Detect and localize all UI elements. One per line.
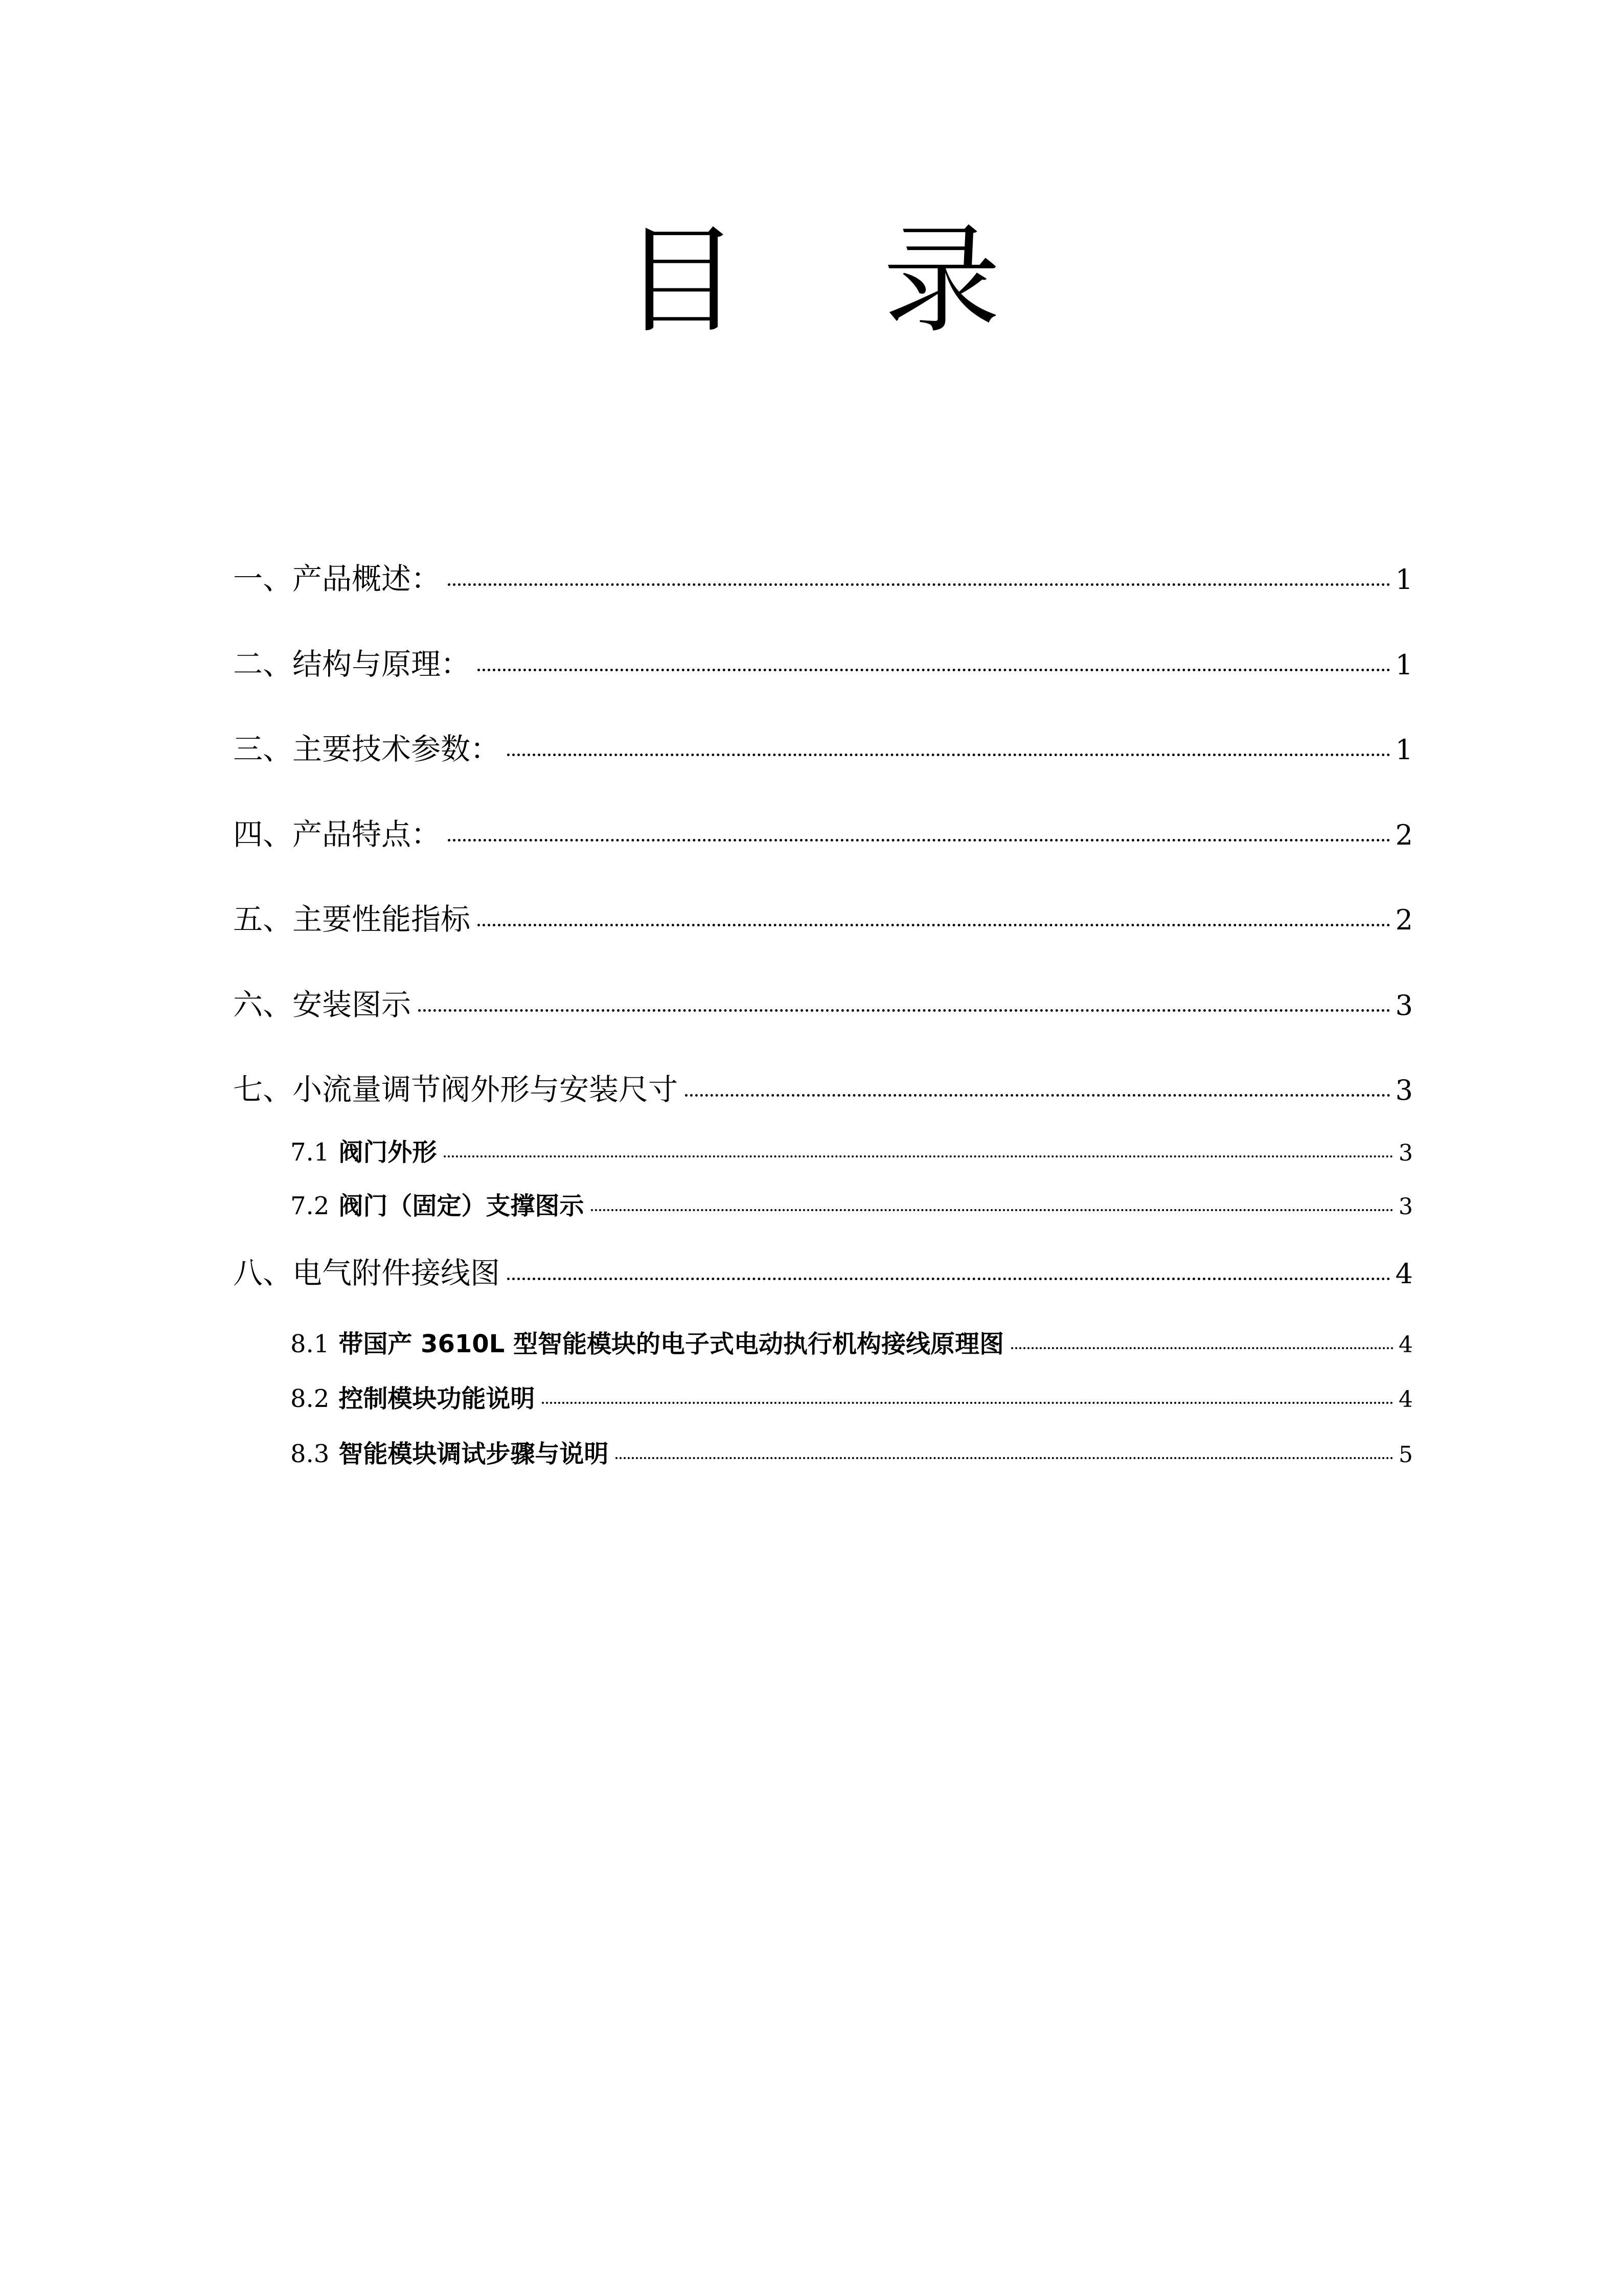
toc-entry-label — [290, 1186, 584, 1221]
toc-entry-6[interactable] — [233, 981, 1413, 1021]
toc-dot-leader — [507, 754, 1390, 756]
toc-subentry-7-2[interactable] — [290, 1186, 1413, 1222]
toc-page-number: 4 — [1399, 1386, 1413, 1413]
toc-section-title: 控制模块功能说明 — [338, 1384, 535, 1413]
toc-dot-leader — [1011, 1347, 1393, 1349]
page-title-char-2: 录 — [883, 213, 1001, 349]
toc-dot-leader — [615, 1457, 1393, 1459]
toc-section-number: 8.3 — [290, 1440, 330, 1468]
toc-page-number: 3 — [1399, 1140, 1413, 1166]
toc-entry-label: 八、电气附件接线图 — [233, 1256, 500, 1290]
toc-dot-leader — [591, 1209, 1393, 1211]
toc-dot-leader — [448, 583, 1390, 586]
toc-subentry-8-2[interactable] — [290, 1379, 1413, 1415]
toc-entry-label — [290, 1132, 437, 1168]
toc-entry-label: 三、主要技术参数： — [233, 732, 500, 766]
toc-entry-label: 二、结构与原理： — [233, 647, 471, 681]
toc-entry-8[interactable] — [233, 1249, 1413, 1290]
toc-entry-label — [290, 1379, 535, 1414]
toc-dot-leader — [542, 1402, 1393, 1404]
toc-dot-leader — [685, 1094, 1390, 1097]
toc-page-number: 4 — [1399, 1332, 1413, 1358]
toc-entry-label — [290, 1324, 1004, 1359]
toc-entry-2[interactable] — [233, 640, 1413, 681]
toc-subentry-8-1[interactable] — [290, 1324, 1413, 1360]
toc-page-number: 1 — [1395, 563, 1413, 596]
toc-entry-label: 四、产品特点： — [233, 817, 441, 852]
toc-section-number: 8.1 — [290, 1330, 330, 1358]
toc-dot-leader — [507, 1278, 1390, 1280]
toc-subentry-7-1[interactable] — [290, 1132, 1413, 1168]
toc-section-number: 7.1 — [290, 1138, 330, 1167]
toc-entry-label — [290, 1434, 608, 1469]
toc-section-number: 8.2 — [290, 1384, 330, 1413]
toc-dot-leader — [418, 1009, 1390, 1012]
toc-entry-5[interactable] — [233, 895, 1413, 936]
toc-entry-1[interactable] — [233, 555, 1413, 596]
toc-page-number: 3 — [1399, 1194, 1413, 1220]
page-title-char-1: 目 — [622, 213, 740, 349]
toc-page-number: 5 — [1399, 1442, 1413, 1468]
toc-entry-4[interactable] — [233, 810, 1413, 851]
toc-section-title: 阀门（固定）支撑图示 — [338, 1192, 584, 1220]
toc-page-number: 2 — [1395, 819, 1413, 851]
page-title — [0, 215, 1623, 348]
toc-subentry-8-3[interactable] — [290, 1434, 1413, 1470]
toc-page-number: 1 — [1395, 649, 1413, 681]
toc-page-number: 3 — [1395, 989, 1413, 1021]
toc-page-number: 2 — [1395, 904, 1413, 936]
toc-entry-label: 一、产品概述： — [233, 561, 441, 596]
toc-entry-7[interactable] — [233, 1065, 1413, 1106]
toc-entry-label: 七、小流量调节阀外形与安装尺寸 — [233, 1072, 678, 1107]
toc-dot-leader — [477, 669, 1390, 671]
toc-section-title: 阀门外形 — [338, 1138, 437, 1167]
toc-dot-leader — [444, 1155, 1393, 1157]
toc-page-number: 3 — [1395, 1074, 1413, 1106]
toc-section-title: 带国产 3610L 型智能模块的电子式电动执行机构接线原理图 — [338, 1330, 1004, 1358]
toc-entry-label: 五、主要性能指标 — [233, 902, 471, 937]
toc-section-title: 智能模块调试步骤与说明 — [338, 1440, 609, 1468]
toc-page-number: 4 — [1395, 1258, 1413, 1290]
toc-entry-label: 六、安装图示 — [233, 987, 412, 1022]
toc-entry-3[interactable] — [233, 725, 1413, 766]
toc-page-number: 1 — [1395, 734, 1413, 766]
toc-section-number: 7.2 — [290, 1192, 330, 1220]
toc-dot-leader — [448, 839, 1390, 842]
toc-dot-leader — [477, 924, 1390, 926]
